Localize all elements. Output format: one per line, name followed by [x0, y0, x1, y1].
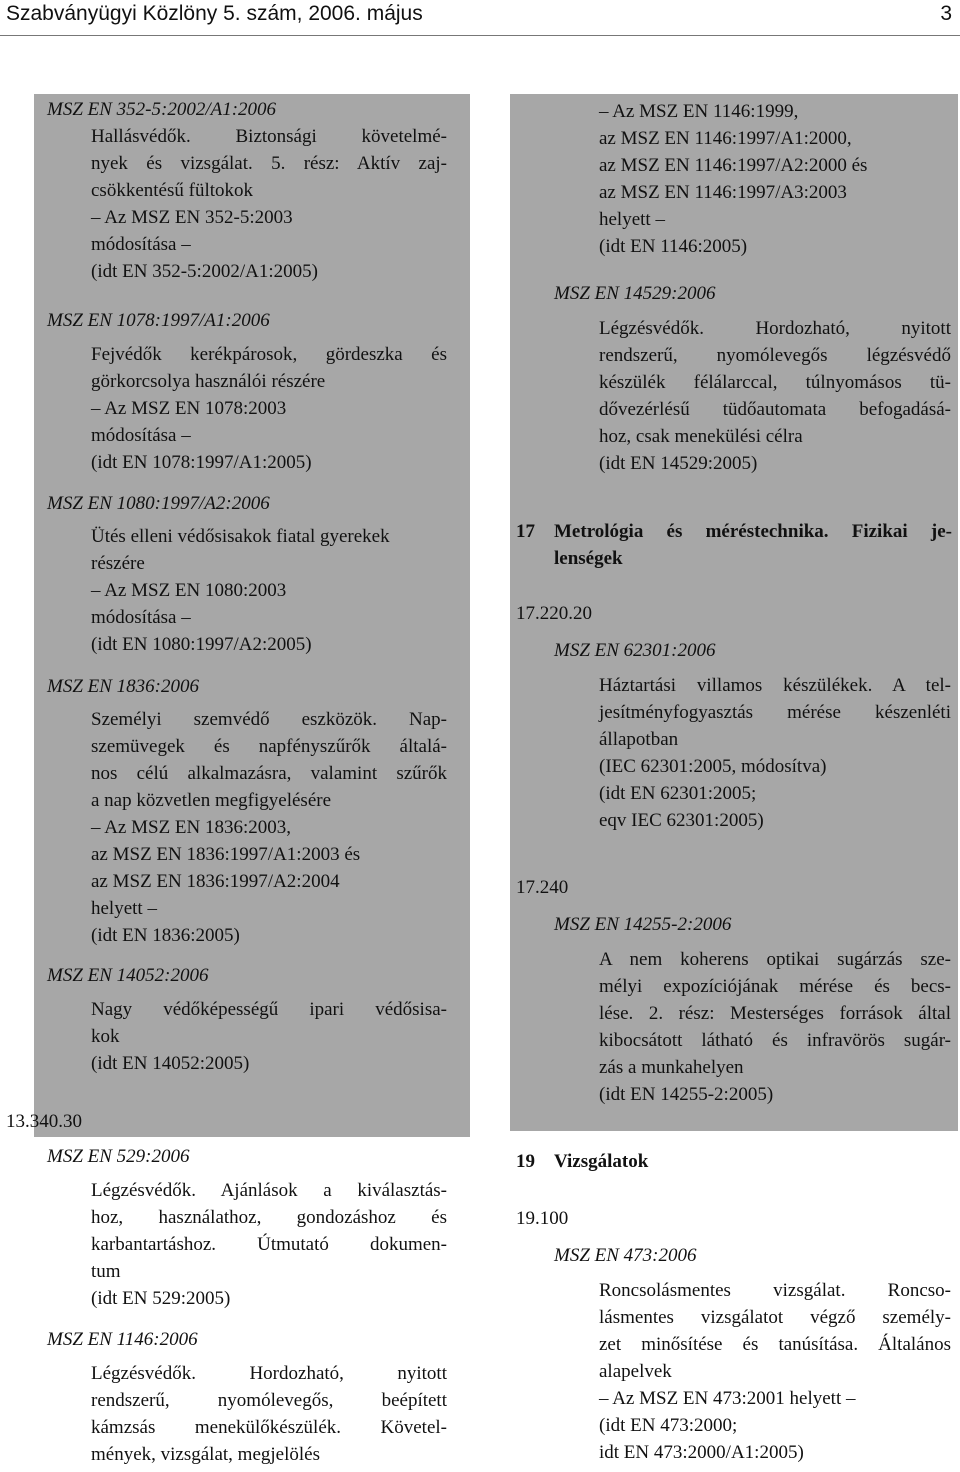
desc-line: a nap közvetlen megfigyelésére [91, 790, 332, 811]
standard-description [599, 315, 951, 477]
desc-line: dővezérlésű tüdőautomata befogadásá- [599, 399, 951, 420]
desc-line: kibocsátott látható és infravörös sugár- [599, 1030, 951, 1051]
desc-line: mélyi expozíciójának mérése és becs- [599, 976, 951, 997]
desc-line: rendszerű, nyomólevegős légzésvédő [599, 345, 951, 366]
ics-code: 19.100 [516, 1208, 569, 1229]
desc-line: hoz, csak menekülési célra [599, 426, 803, 447]
desc-line: – Az MSZ EN 1836:2003, [91, 817, 292, 838]
desc-line: helyett – [91, 898, 157, 919]
desc-line: (idt EN 14255-2:2005) [599, 1084, 774, 1105]
desc-line: – Az MSZ EN 1080:2003 [91, 580, 287, 601]
standard-description [91, 1177, 447, 1312]
standard-id: MSZ EN 62301:2006 [554, 640, 716, 661]
desc-line: görkorcsolya használói részére [91, 371, 326, 392]
desc-line: az MSZ EN 1146:1997/A3:2003 [599, 182, 847, 203]
standard-description [91, 523, 447, 658]
desc-line: hoz, használathoz, gondozáshoz és [91, 1207, 447, 1228]
desc-line: Ütés elleni védősisakok fiatal gyerekek [91, 526, 390, 547]
desc-line: mények, vizsgálat, megjelölés [91, 1444, 320, 1465]
desc-line: (idt EN 1146:2005) [599, 236, 748, 257]
section-number: 19 [516, 1151, 535, 1172]
standard-description [599, 946, 951, 1108]
desc-line: Személyi szemvédő eszközök. Nap- [91, 709, 447, 730]
ics-code: 13.340.30 [6, 1111, 82, 1132]
standard-id: MSZ EN 1078:1997/A1:2006 [47, 310, 270, 331]
desc-line: csökkentésű fültokok [91, 180, 254, 201]
standard-id: MSZ EN 529:2006 [47, 1146, 190, 1167]
ics-code: 17.220.20 [516, 603, 592, 624]
standard-description [91, 996, 447, 1077]
desc-line: alapelvek [599, 1361, 672, 1382]
desc-line: Légzésvédők. Hordozható, nyitott [599, 318, 951, 339]
standard-description [599, 672, 951, 834]
desc-line: Hallásvédők. Biztonsági követelmé- [91, 126, 447, 147]
page-header [0, 0, 960, 28]
desc-line: kámzsás menekülőkészülék. Követel- [91, 1417, 447, 1438]
desc-line: módosítása – [91, 607, 191, 628]
desc-line: az MSZ EN 1836:1997/A1:2003 és [91, 844, 361, 865]
desc-line: módosítása – [91, 234, 191, 255]
section-heading-17 [516, 518, 952, 578]
section-title-line: Vizsgálatok [554, 1151, 649, 1172]
desc-line: – Az MSZ EN 473:2001 helyett – [599, 1388, 856, 1409]
desc-line: (IEC 62301:2005, módosítva) [599, 756, 827, 777]
desc-line: részére [91, 553, 145, 574]
desc-line: Légzésvédők. Ajánlások a kiválasztás- [91, 1180, 447, 1201]
header-rule [0, 35, 960, 36]
desc-line: az MSZ EN 1146:1997/A1:2000, [599, 128, 852, 149]
desc-line: készülék félálarccal, túlnyomásos tü- [599, 372, 951, 393]
desc-line: kok [91, 1026, 120, 1047]
desc-line: (idt EN 1836:2005) [91, 925, 240, 946]
standard-id: MSZ EN 14255-2:2006 [554, 914, 732, 935]
standard-description [91, 706, 447, 949]
desc-line: jesítményfogyasztás mérése készenléti [599, 702, 951, 723]
desc-line: nyek és vizsgálat. 5. rész: Aktív zaj- [91, 153, 447, 174]
desc-line: Nagy védőképességű ipari védősisa- [91, 999, 447, 1020]
desc-line: lése. 2. rész: Mesterséges források által [599, 1003, 951, 1024]
standard-id: MSZ EN 14052:2006 [47, 965, 209, 986]
desc-line: zás a munkahelyen [599, 1057, 744, 1078]
standard-description [91, 123, 447, 285]
desc-line: rendszerű, nyomólevegős, beépített [91, 1390, 447, 1411]
desc-line: Roncsolásmentes vizsgálat. Roncso- [599, 1280, 951, 1301]
standard-id: MSZ EN 1080:1997/A2:2006 [47, 493, 270, 514]
standard-id: MSZ EN 1836:2006 [47, 676, 199, 697]
standard-description [91, 1360, 447, 1468]
desc-line: (idt EN 62301:2005; [599, 783, 757, 804]
standard-id: MSZ EN 352-5:2002/A1:2006 [47, 99, 277, 120]
desc-line: szemüvegek és napfényszűrők általá- [91, 736, 447, 757]
desc-line: eqv IEC 62301:2005) [599, 810, 764, 831]
standard-description [599, 1277, 951, 1466]
desc-line: nos célú alkalmazásra, valamint szűrők [91, 763, 447, 784]
standard-id: MSZ EN 473:2006 [554, 1245, 697, 1266]
desc-line: (idt EN 1078:1997/A1:2005) [91, 452, 312, 473]
desc-line: (idt EN 14052:2005) [91, 1053, 250, 1074]
desc-line: – Az MSZ EN 1146:1999, [599, 101, 799, 122]
desc-line: lásmentes vizsgálatot végző személy- [599, 1307, 951, 1328]
desc-line: állapotban [599, 729, 679, 750]
ics-code: 17.240 [516, 877, 569, 898]
desc-line: Fejvédők kerékpárosok, gördeszka és [91, 344, 447, 365]
section-number: 17 [516, 521, 535, 542]
desc-line: Háztartási villamos készülékek. A tel- [599, 675, 951, 696]
desc-line: (idt EN 529:2005) [91, 1288, 231, 1309]
desc-line: – Az MSZ EN 352-5:2003 [91, 207, 293, 228]
section-heading-19 [516, 1148, 952, 1178]
desc-line: (idt EN 14529:2005) [599, 453, 758, 474]
desc-line: módosítása – [91, 425, 191, 446]
desc-line: idt EN 473:2000/A1:2005) [599, 1442, 804, 1463]
desc-line: (idt EN 352-5:2002/A1:2005) [91, 261, 318, 282]
desc-line: A nem koherens optikai sugárzás sze- [599, 949, 951, 970]
section-title-line: Metrológia és méréstechnika. Fizikai je- [554, 521, 952, 542]
section-title-line: lenségek [554, 548, 623, 569]
desc-line: (idt EN 473:2000; [599, 1415, 738, 1436]
desc-line: helyett – [599, 209, 665, 230]
page-number: 3 [940, 2, 952, 25]
standard-description [91, 341, 447, 476]
desc-line: karbantartáshoz. Útmutató dokumen- [91, 1234, 447, 1255]
standard-id: MSZ EN 1146:2006 [47, 1329, 198, 1350]
desc-line: az MSZ EN 1146:1997/A2:2000 és [599, 155, 868, 176]
desc-line: zet minősítése és tanúsítása. Általános [599, 1334, 951, 1355]
standard-id: MSZ EN 14529:2006 [554, 283, 716, 304]
desc-line: – Az MSZ EN 1078:2003 [91, 398, 287, 419]
desc-line: (idt EN 1080:1997/A2:2005) [91, 634, 312, 655]
desc-line: Légzésvédők. Hordozható, nyitott [91, 1363, 447, 1384]
desc-line: az MSZ EN 1836:1997/A2:2004 [91, 871, 340, 892]
journal-title: Szabványügyi Közlöny 5. szám, 2006. május [6, 2, 423, 25]
standard-description-continued [599, 98, 951, 260]
desc-line: tum [91, 1261, 121, 1282]
